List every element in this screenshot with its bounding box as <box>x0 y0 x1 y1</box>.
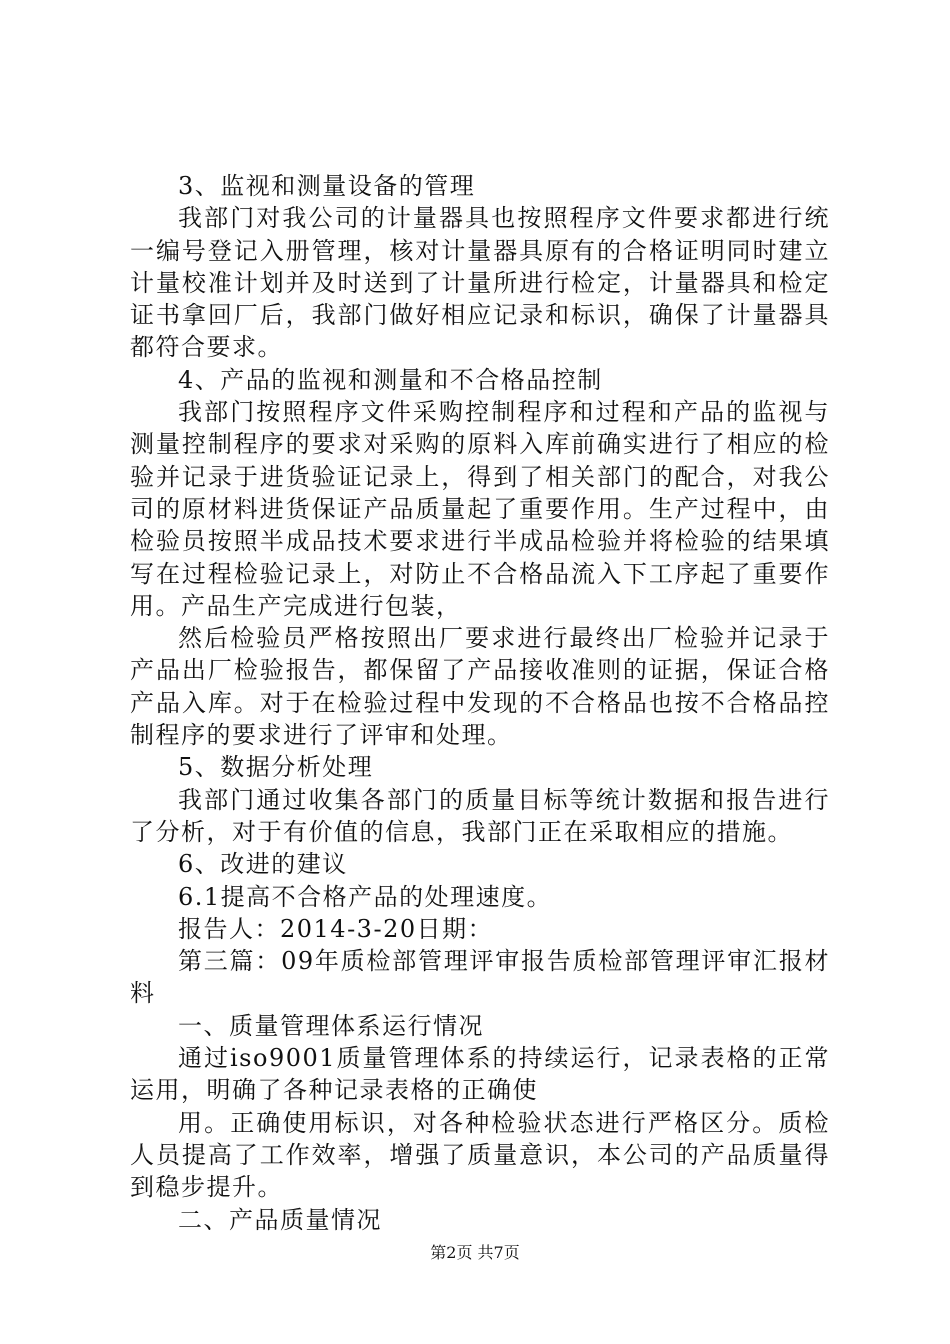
section-heading-6: 6、改进的建议 <box>178 850 348 879</box>
page-number-label: 第2页 共7页 <box>430 1243 520 1262</box>
section-heading-5: 5、数据分析处理 <box>178 753 374 782</box>
section-heading-4: 4、产品的监视和测量和不合格品控制 <box>178 365 603 394</box>
paragraph-product-monitoring: 我部门按照程序文件采购控制程序和过程和产品的监视与测量控制程序的要求对采购的原料入库前确实进行了相应的检验并记录于进货验证记录上，得到了相关部门的配合，对我公司的原材料进货保证产品质量起了重要作用。生产过程中，由检验员按照半成品技术要求进行半成品检验并将检验的结果填写在过程检验记录上，对防止不合格品流入下工序起了重要作用。产品生产完成进行包装， <box>130 398 830 620</box>
section-heading-two: 二、产品质量情况 <box>178 1205 382 1234</box>
page-footer <box>0 1243 950 1263</box>
paragraph-identification: 用。正确使用标识，对各种检验状态进行严格区分。质检人员提高了工作效率，增强了质量意识，本公司的产品质量得到稳步提升。 <box>130 1108 830 1202</box>
paragraph-final-inspection: 然后检验员严格按照出厂要求进行最终出厂检验并记录于产品出厂检验报告，都保留了产品接收准则的证据，保证合格产品入库。对于在检验过程中发现的不合格品也按不合格品控制程序的要求进行了评审和处理。 <box>130 624 830 750</box>
part-three-title: 第三篇：09年质检部管理评审报告质检部管理评审汇报材料 <box>130 947 830 1008</box>
paragraph-measuring-equipment: 我部门对我公司的计量器具也按照程序文件要求都进行统一编号登记入册管理，核对计量器具原有的合格证明同时建立计量校准计划并及时送到了计量所进行检定，计量器具和检定证书拿回厂后，我部门做好相应记录和标识，确保了计量器具都符合要求。 <box>130 204 830 362</box>
section-heading-3: 3、监视和测量设备的管理 <box>178 172 476 200</box>
paragraph-qms-operation: 通过iso9001质量管理体系的持续运行，记录表格的正常运用，明确了各种记录表格的正确使 <box>130 1044 830 1105</box>
section-heading-one: 一、质量管理体系运行情况 <box>178 1011 484 1040</box>
paragraph-suggestion-6-1: 6.1提高不合格产品的处理速度。 <box>178 882 553 911</box>
reporter-line: 报告人：2014-3-20日期： <box>178 914 494 943</box>
paragraph-data-analysis: 我部门通过收集各部门的质量目标等统计数据和报告进行了分析，对于有价值的信息，我部门正在采取相应的措施。 <box>130 785 830 846</box>
document-body <box>130 170 830 1236</box>
